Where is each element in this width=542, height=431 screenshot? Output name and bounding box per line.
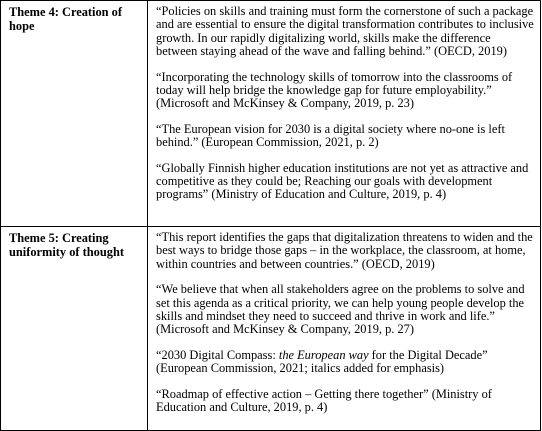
quote-text: for the Digital Decade” (European Commission, 2021; italics added for emphasis)	[156, 347, 488, 376]
quote: “Globally Finnish higher education institutions are not yet as attractive and competitive as they could be; Reaching our goals with development programs” (Ministry of Education and Culture, 2019, p. 4)	[156, 160, 529, 202]
quotes-cell	[148, 1, 541, 227]
theme-label: Theme 5: Creating uniformity of thought	[9, 231, 124, 260]
quote: “This report identifies the gaps that digitalization threatens to widen and the best ways to bridge those gaps – in the workplace, the classroom, at home, within countries and between countries.” (OECD, 2019)	[156, 230, 533, 271]
theme-label: Theme 4: Creation of hope	[9, 5, 122, 34]
quote-with-italics	[156, 349, 534, 376]
quote: “The European vision for 2030 is a digital society where no-one is left behind.” (European Commission, 2021, p. 2)	[156, 121, 505, 150]
quote-text: “2030 Digital Compass:	[156, 347, 279, 362]
quote-italic-text: the European way	[278, 347, 369, 362]
theme-row-4	[1, 1, 541, 227]
quotes-cell	[148, 227, 541, 431]
theme-label-cell	[1, 227, 148, 431]
quote: “Incorporating the technology skills of tomorrow into the classrooms of today will help bridge the knowledge gap for future employability.” (Microsoft and McKinsey & Company, 2019, p. 23)	[156, 69, 513, 111]
quote: “Roadmap of effective action – Getting there together” (Ministry of Education and Culture, 2019, p. 4)	[156, 386, 492, 415]
theme-label-cell	[1, 1, 148, 227]
quote: “Policies on skills and training must form the cornerstone of such a package and are essential to ensure the digital transformation contributes to inclusive growth. In our rapidly digitalizing world, skills make the difference between staying ahead of the wave and falling behind.” (OECD, 2019)	[156, 4, 534, 59]
quote: “We believe that when all stakeholders agree on the problems to solve and set this agenda as a critical priority, we can help young people develop the skills and mindset they need to succeed and thrive in work and life.” (Microsoft and McKinsey & Company, 2019, p. 27)	[156, 282, 525, 337]
theme-row-5	[1, 227, 541, 431]
